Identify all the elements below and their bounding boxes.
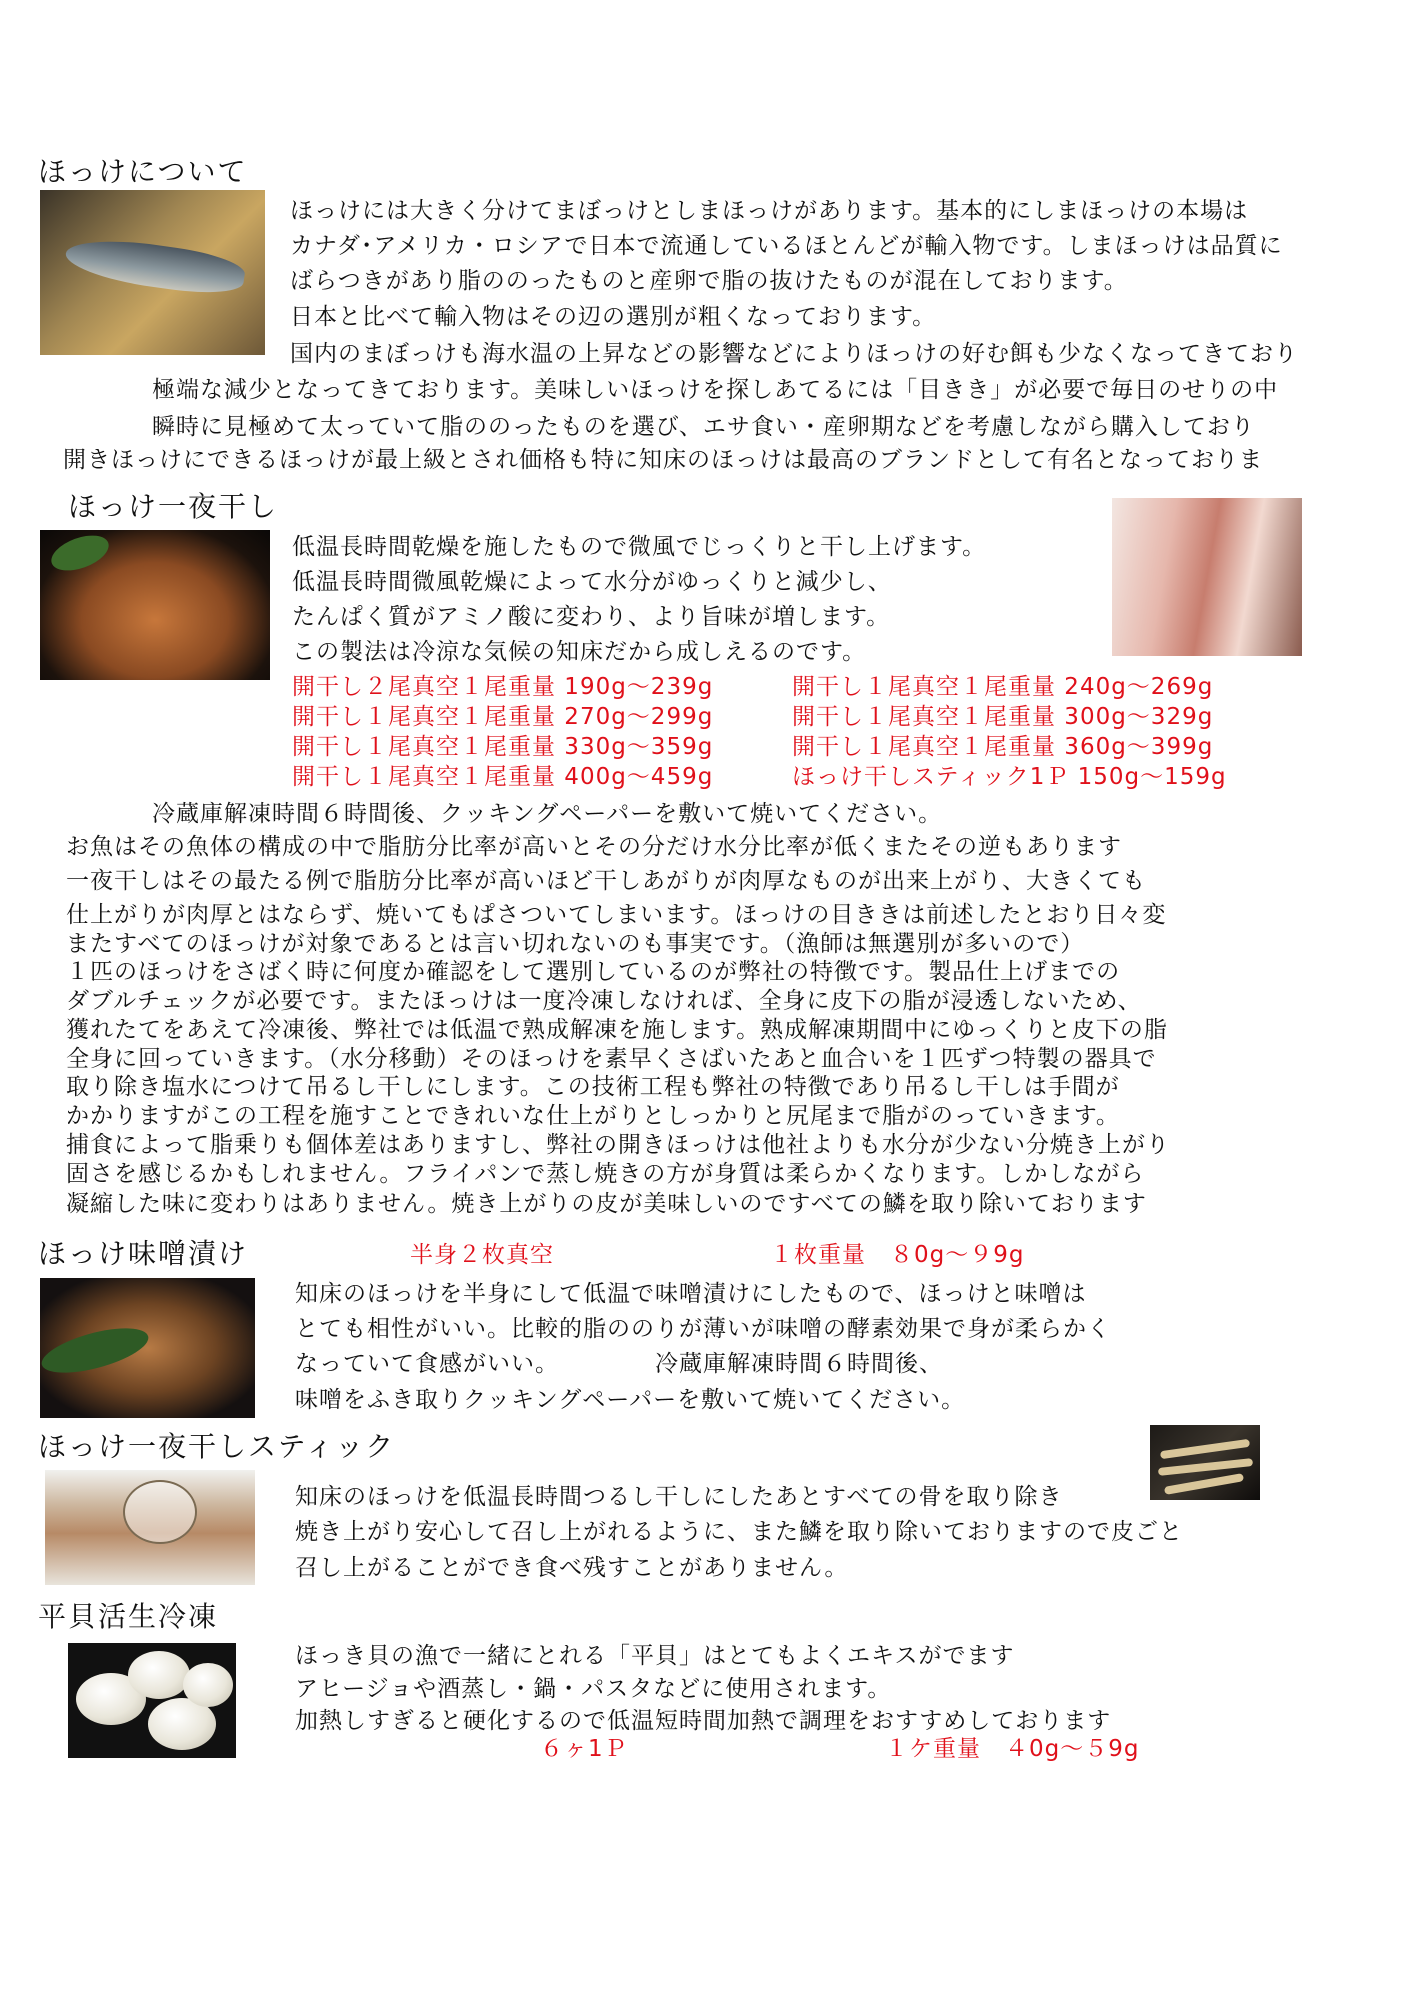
about-line: 日本と比べて輸入物はその辺の選別が粗くなっております。	[290, 304, 937, 330]
ichiyaboshi-line: たんぱく質がアミノ酸に変わり、より旨味が増します。	[292, 604, 891, 630]
miso-heading: ほっけ味噌漬け	[38, 1237, 249, 1270]
product-spec: 開干し１尾真空１尾重量 270g～299g	[292, 704, 714, 730]
clam-spec-pack: ６ヶ1Ｐ	[540, 1736, 628, 1762]
miso-line: なっていて食感がいい。	[295, 1351, 559, 1377]
miso-thaw: 冷蔵庫解凍時間６時間後、	[655, 1351, 943, 1377]
about-line: 開きほっけにできるほっけが最上級とされ価格も特に知床のほっけは最高のブランドとして有名となっておりま	[63, 447, 1263, 473]
miso-spec-pack: 半身２枚真空	[410, 1242, 554, 1268]
product-spec: 開干し２尾真空１尾重量 190g～239g	[292, 674, 714, 700]
clam-line: 加熱しすぎると硬化するので低温短時間加熱で調理をおすすめしております	[295, 1708, 1112, 1734]
product-spec: ほっけ干しスティック1Ｐ 150g～159g	[792, 764, 1227, 790]
opened-fish-photo	[1112, 498, 1302, 656]
body-line: 取り除き塩水につけて吊るし干しにします。この技術工程も弊社の特徴であり吊るし干しは手間が	[66, 1074, 1120, 1100]
about-line: カナダ･アメリカ・ロシアで日本で流通しているほとんどが輸入物です。しまほっけは品質に	[290, 233, 1283, 259]
about-line: ほっけには大きく分けてまぼっけとしまほっけがあります。基本的にしまほっけの本場は	[290, 198, 1249, 224]
miso-line: とても相性がいい。比較的脂ののりが薄いが味噌の酵素効果で身が柔らかく	[295, 1316, 1111, 1342]
body-line: お魚はその魚体の構成の中で脂肪分比率が高いとその分だけ水分比率が低くまたその逆もあります	[66, 834, 1122, 860]
product-spec: 開干し１尾真空１尾重量 330g～359g	[292, 734, 714, 760]
body-line: かかりますがこの工程を施すことできれいな仕上がりとしっかりと尻尾まで脂がのっていきます。	[66, 1103, 1120, 1129]
miso-line: 味噌をふき取りクッキングペーパーを敷いて焼いてください。	[295, 1387, 966, 1413]
thaw-instruction: 冷蔵庫解凍時間６時間後、クッキングペーパーを敷いて焼いてください。	[152, 801, 943, 827]
miso-spec-weight: １枚重量 ８0g～９9g	[770, 1242, 1025, 1268]
clam-line: アヒージョや酒蒸し・鍋・パスタなどに使用されます。	[295, 1676, 892, 1702]
body-line: 捕食によって脂乗りも個体差はありますし、弊社の開きほっけは他社よりも水分が少ない分焼き上がり	[66, 1132, 1170, 1158]
body-line: 仕上がりが肉厚とはならず、焼いてもぱさついてしまいます。ほっけの目ききは前述したとおり日々変	[66, 902, 1167, 928]
body-line: 固さを感じるかもしれません。フライパンで蒸し焼きの方が身質は柔らかくなります。しかしながら	[66, 1161, 1145, 1187]
product-spec: 開干し１尾真空１尾重量 240g～269g	[792, 674, 1214, 700]
ichiyaboshi-line: 低温長時間乾燥を施したもので微風でじっくりと干し上げます。	[292, 534, 987, 560]
body-line: 一夜干しはその最たる例で脂肪分比率が高いほど干しあがりが肉厚なものが出来上がり、大きくても	[66, 868, 1146, 894]
body-line: またすべてのほっけが対象であるとは言い切れないのも事実です。（漁師は無選別が多いので）	[66, 931, 1085, 957]
ichiyaboshi-line: この製法は冷涼な気候の知床だから成しえるのです。	[292, 639, 867, 665]
about-line: ばらつきがあり脂ののったものと産卵で脂の抜けたものが混在しております。	[290, 268, 1128, 294]
miso-hokke-photo	[40, 1278, 255, 1418]
product-spec: 開干し１尾真空１尾重量 300g～329g	[792, 704, 1214, 730]
clam-photo	[68, 1643, 236, 1758]
stick-photo	[1150, 1425, 1260, 1500]
product-spec: 開干し１尾真空１尾重量 360g～399g	[792, 734, 1214, 760]
about-line: 極端な減少となってきております。美味しいほっけを探しあてるには「目きき」が必要で毎日のせりの中	[152, 377, 1279, 403]
ichiyaboshi-line: 低温長時間微風乾燥によって水分がゆっくりと減少し、	[292, 569, 892, 595]
about-heading: ほっけについて	[38, 155, 248, 188]
body-line: 全身に回っていきます。（水分移動）そのほっけを素早くさばいたあと血合いを１匹ずつ特製の器具で	[66, 1046, 1157, 1072]
hokke-photo	[40, 190, 265, 355]
ichiyaboshi-heading: ほっけ一夜干し	[68, 490, 279, 523]
clam-spec-weight: １ケ重量 ４0g～５9g	[885, 1736, 1140, 1762]
stick-package-photo	[45, 1470, 255, 1585]
stick-line: 知床のほっけを低温長時間つるし干しにしたあとすべての骨を取り除き	[295, 1484, 1063, 1510]
stick-heading: ほっけ一夜干しスティック	[38, 1430, 396, 1463]
about-line: 瞬時に見極めて太っていて脂ののったものを選び、エサ食い・産卵期などを考慮しながら購入しており	[152, 414, 1255, 440]
product-spec: 開干し１尾真空１尾重量 400g～459g	[292, 764, 714, 790]
about-line: 国内のまぼっけも海水温の上昇などの影響などによりほっけの好む餌も少なくなってきており	[290, 341, 1298, 367]
dried-hokke-photo	[40, 530, 270, 680]
body-line: ダブルチェックが必要です。またほっけは一度冷凍しなければ、全身に皮下の脂が浸透しないため、	[66, 988, 1142, 1014]
clam-line: ほっき貝の漁で一緒にとれる「平貝」はとてもよくエキスがでます	[295, 1643, 1015, 1669]
miso-line: 知床のほっけを半身にして低温で味噌漬けにしたもので、ほっけと味噌は	[295, 1281, 1087, 1307]
stick-line: 焼き上がり安心して召し上がれるように、また鱗を取り除いておりますので皮ごと	[295, 1519, 1183, 1545]
body-line: 獲れたてをあえて冷凍後、弊社では低温で熟成解凍を施します。熟成解凍期間中にゆっくりと皮下の脂	[66, 1017, 1168, 1043]
clam-heading: 平貝活生冷凍	[38, 1600, 219, 1633]
body-line: １匹のほっけをさばく時に何度か確認をして選別しているのが弊社の特徴です。製品仕上げまでの	[66, 959, 1121, 985]
stick-line: 召し上がることができ食べ残すことがありません。	[295, 1555, 849, 1581]
body-line: 凝縮した味に変わりはありません。焼き上がりの皮が美味しいのですべての鱗を取り除いております	[66, 1191, 1147, 1217]
